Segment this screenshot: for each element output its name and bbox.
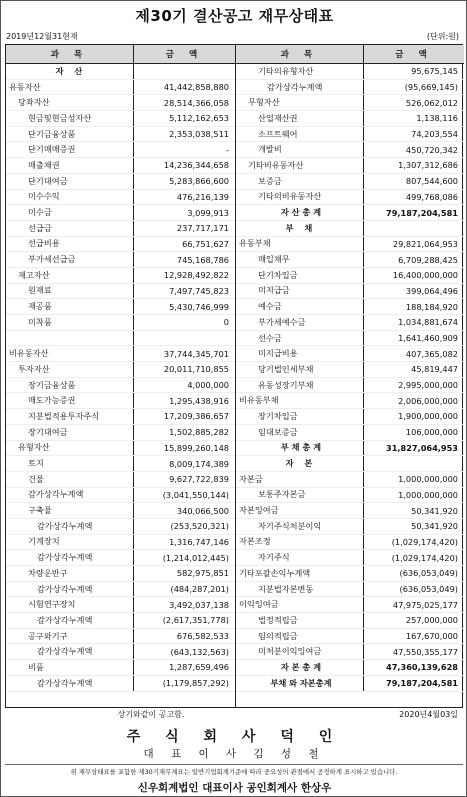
ceo-line: 대 표 이 사 김 성 철 — [143, 748, 326, 760]
row-label: 미수금 — [6, 205, 134, 220]
table-row — [6, 315, 235, 331]
row-label: 감가상각누계액 — [6, 582, 134, 597]
row-amount: 167,670,000 — [405, 631, 458, 642]
row-label: 선수금 — [236, 331, 364, 346]
row-label: 감가상각누계액 — [6, 644, 134, 659]
table-row — [6, 346, 235, 362]
row-label: 비유동부채 — [236, 393, 364, 408]
table-row — [236, 111, 464, 127]
table-row — [6, 268, 235, 284]
row-label: 단기차입금 — [236, 268, 364, 283]
row-amount: 79,187,204,581 — [386, 678, 458, 689]
table-row — [236, 503, 464, 519]
row-amount: 1,295,438,916 — [169, 395, 229, 406]
row-label: 미처분이익잉여금 — [236, 644, 364, 659]
row-amount: 16,400,000,000 — [392, 270, 458, 281]
row-amount: 66,751,627 — [182, 238, 229, 249]
row-label: 장기차입금 — [236, 409, 364, 424]
row-amount: 41,442,858,880 — [163, 82, 229, 93]
row-amount: 1,000,000,000 — [398, 489, 458, 500]
header-amount-label: 금 액 — [395, 50, 433, 60]
row-label: 유형자산 — [6, 441, 134, 456]
table-row — [6, 519, 235, 535]
row-amount: 14,236,344,658 — [163, 160, 229, 171]
row-label: 현금및현금성자산 — [6, 111, 134, 126]
divider — [5, 764, 463, 765]
table-row — [236, 472, 464, 488]
statement-date: 2019년12월31현재 — [6, 32, 78, 41]
table-row — [6, 64, 235, 80]
row-amount: 582,975,851 — [176, 568, 229, 579]
row-label: 시험연구장치 — [6, 597, 134, 612]
table-row — [6, 441, 235, 457]
header-item-label: 과 목 — [236, 45, 364, 63]
table-row — [236, 393, 464, 409]
header-amount-label: 금 액 — [165, 50, 204, 60]
table-row — [236, 613, 464, 629]
row-amount: 50,341,920 — [411, 521, 458, 532]
row-amount: 1,316,747,146 — [169, 536, 229, 547]
row-label: 단기대여금 — [6, 174, 134, 189]
row-label: 단기금융상품 — [6, 127, 134, 142]
table-row — [6, 644, 235, 660]
row-label: 미지급금 — [236, 284, 364, 299]
row-amount: 399,064,496 — [405, 285, 458, 296]
row-amount: 407,365,082 — [405, 348, 458, 359]
row-amount: 79,187,204,581 — [386, 207, 458, 218]
row-label: 유동부채 — [236, 237, 364, 252]
row-amount: 0 — [223, 317, 229, 328]
row-label: 자 산 총 계 — [236, 205, 364, 220]
table-row — [236, 142, 464, 158]
row-label: 자 산 — [6, 64, 134, 79]
row-amount: 450,720,342 — [405, 144, 458, 155]
row-amount: 9,627,722,839 — [169, 474, 229, 485]
row-label: 산업재산권 — [236, 111, 364, 126]
row-label: 소프트웨어 — [236, 127, 364, 142]
left-column — [6, 45, 235, 707]
row-amount: 1,900,000,000 — [398, 411, 458, 422]
table-row — [6, 613, 235, 629]
company-name: 주 식 회 사 덕 인 — [126, 729, 343, 745]
table-row — [6, 299, 235, 315]
row-amount: (95,669,145) — [404, 82, 458, 93]
table-row — [236, 252, 464, 268]
table-row — [6, 127, 235, 143]
row-label: 비유동자산 — [6, 346, 134, 361]
table-row — [6, 221, 235, 237]
row-label: 임의적립금 — [236, 629, 364, 644]
table-row — [236, 676, 464, 692]
row-amount: 45,819,447 — [411, 364, 458, 375]
table-row — [6, 629, 235, 645]
right-column — [236, 45, 464, 707]
row-label: 부가세예수금 — [236, 315, 364, 330]
table-row — [6, 472, 235, 488]
row-amount: 2,995,000,000 — [398, 380, 458, 391]
table-row — [236, 174, 464, 190]
row-amount: 2,006,000,000 — [398, 395, 458, 406]
table-row — [236, 362, 464, 378]
row-amount: 3,492,037,138 — [169, 599, 229, 610]
table-row — [6, 111, 235, 127]
row-label: 감가상각누계액 — [6, 488, 134, 503]
table-row — [6, 676, 235, 692]
row-amount: 106,000,000 — [405, 427, 458, 438]
table-row — [6, 284, 235, 300]
row-amount: 499,768,086 — [405, 191, 458, 202]
table-row — [236, 190, 464, 206]
row-amount: 745,168,786 — [176, 254, 229, 265]
table-row — [236, 566, 464, 582]
row-amount: (3,041,550,144) — [162, 489, 229, 500]
row-label — [6, 331, 134, 346]
row-amount: 29,821,064,953 — [392, 238, 458, 249]
row-label: 부 채 총 계 — [236, 441, 364, 456]
table-row — [6, 158, 235, 174]
table-row — [236, 346, 464, 362]
row-label: 기타의비유동자산 — [236, 190, 364, 205]
row-amount: (643,132,563) — [170, 646, 229, 657]
row-amount: 237,717,171 — [176, 223, 229, 234]
row-amount: 188,184,920 — [405, 301, 458, 312]
row-label: 장기대여금 — [6, 425, 134, 440]
row-label: 차량운반구 — [6, 566, 134, 581]
left-rows — [6, 64, 235, 692]
table-row — [6, 331, 235, 347]
row-amount: 74,203,554 — [411, 129, 458, 140]
row-amount: 526,062,012 — [405, 97, 458, 108]
row-label: 개발비 — [236, 142, 364, 157]
auditor-signature: 신우회계법인 대표이사 공인회계사 한상우 — [137, 782, 332, 794]
table-row — [236, 284, 464, 300]
row-amount: 1,034,881,674 — [398, 317, 458, 328]
row-label: 공구와기구 — [6, 629, 134, 644]
row-label: 감가상각누계액 — [6, 519, 134, 534]
row-amount: 6,709,288,425 — [398, 254, 458, 265]
row-amount: 15,899,260,148 — [163, 442, 229, 453]
row-amount: (1,029,174,420) — [391, 536, 458, 547]
row-label: 부채 와 자본총계 — [236, 676, 364, 691]
row-amount: 8,009,174,389 — [169, 458, 229, 469]
row-amount: (2,617,351,778) — [162, 615, 229, 626]
table-row — [236, 221, 464, 237]
table-row — [6, 362, 235, 378]
row-label: 당좌자산 — [6, 95, 134, 110]
row-label: 미수수익 — [6, 190, 134, 205]
row-label: 원재료 — [6, 284, 134, 299]
row-label: 비품 — [6, 660, 134, 675]
row-label: 예수금 — [236, 299, 364, 314]
table-row — [236, 519, 464, 535]
table-row — [6, 95, 235, 111]
table-row — [6, 393, 235, 409]
table-row — [6, 409, 235, 425]
row-amount: 340,066,500 — [176, 505, 229, 516]
row-amount: 1,641,460,909 — [398, 333, 458, 344]
row-label: 부 채 — [236, 221, 364, 236]
table-row — [6, 456, 235, 472]
row-amount: 257,000,000 — [405, 615, 458, 626]
table-row — [6, 174, 235, 190]
table-row — [6, 205, 235, 221]
row-label: 보증금 — [236, 174, 364, 189]
row-label: 감가상각누계액 — [6, 550, 134, 565]
table-row — [6, 535, 235, 551]
row-amount: 5,112,162,653 — [169, 113, 229, 124]
row-label: 법정적립금 — [236, 613, 364, 628]
row-label: 재공품 — [6, 299, 134, 314]
row-amount: (1,214,012,445) — [162, 552, 229, 563]
row-label: 부가세선급금 — [6, 252, 134, 267]
row-label: 감가상각누계액 — [6, 676, 134, 691]
table-row — [236, 80, 464, 96]
table-header-left — [6, 45, 235, 64]
row-label: 미지급비용 — [236, 346, 364, 361]
row-label: 기계장치 — [6, 535, 134, 550]
row-amount: (636,053,049) — [399, 568, 458, 579]
table-row — [236, 315, 464, 331]
right-rows — [236, 64, 464, 692]
table-row — [236, 237, 464, 253]
row-amount: 17,209,386,657 — [163, 411, 229, 422]
row-amount: 47,550,355,177 — [392, 646, 458, 657]
row-amount: 2,353,038,511 — [169, 129, 229, 140]
row-amount: 676,582,533 — [176, 631, 229, 642]
table-row — [236, 268, 464, 284]
table-row — [236, 127, 464, 143]
table-row — [236, 535, 464, 551]
row-label: 감가상각누계액 — [236, 80, 364, 95]
row-label: 지분법적용투자주식 — [6, 409, 134, 424]
row-label: 감가상각누계액 — [6, 613, 134, 628]
row-amount: - — [226, 144, 229, 155]
row-amount: 5,430,746,999 — [169, 301, 229, 312]
row-label: 지분법자본변동 — [236, 582, 364, 597]
row-amount: 1,502,885,282 — [169, 427, 229, 438]
row-label: 구축물 — [6, 503, 134, 518]
table-row — [6, 237, 235, 253]
row-amount: 5,283,866,600 — [169, 176, 229, 187]
row-label: 자 본 — [236, 456, 364, 471]
table-row — [236, 95, 464, 111]
row-label: 투자자산 — [6, 362, 134, 377]
row-label: 기타의유형자산 — [236, 64, 364, 79]
row-label: 장기금융상품 — [6, 378, 134, 393]
row-amount: 3,099,913 — [187, 207, 229, 218]
row-amount: 1,287,659,496 — [169, 662, 229, 673]
row-label: 매입채무 — [236, 252, 364, 267]
table-row — [236, 299, 464, 315]
table-row — [236, 597, 464, 613]
table-row — [6, 566, 235, 582]
table-row — [6, 252, 235, 268]
row-amount: (253,520,321) — [170, 521, 229, 532]
row-amount: (484,287,201) — [170, 584, 229, 595]
table-row — [236, 425, 464, 441]
table-row — [236, 644, 464, 660]
row-label: 단기매매증권 — [6, 142, 134, 157]
row-amount: 4,000,000 — [187, 380, 229, 391]
row-label: 자기주식처분이익 — [236, 519, 364, 534]
row-amount: (1,029,174,420) — [391, 552, 458, 563]
publish-date: 2020년4월03일 — [399, 710, 458, 719]
row-label: 기타포괄손익누계액 — [236, 566, 364, 581]
row-label: 자본잉여금 — [236, 503, 364, 518]
table-row — [6, 503, 235, 519]
row-label: 선급비용 — [6, 237, 134, 252]
table-header-right — [236, 45, 464, 64]
footnote: 위 재무상태표를 포함한 제30기재무제표는 일반기업회계기준에 따라 중요성의 관점에서 공정하게 표시하고 있습니다. — [70, 768, 398, 776]
row-amount: 28,514,366,058 — [163, 97, 229, 108]
row-amount: 476,216,139 — [176, 191, 229, 202]
row-label: 이익잉여금 — [236, 597, 364, 612]
row-label: 자본조정 — [236, 535, 364, 550]
row-amount: 47,360,139,628 — [386, 662, 458, 673]
row-label: 토지 — [6, 456, 134, 471]
row-label: 무형자산 — [236, 95, 364, 110]
row-label: 임대보증금 — [236, 425, 364, 440]
table-row — [236, 456, 464, 472]
table-row — [236, 205, 464, 221]
table-row — [236, 64, 464, 80]
balance-sheet-table — [5, 44, 463, 708]
row-label: 유동성장기부채 — [236, 378, 364, 393]
table-row — [236, 550, 464, 566]
row-label: 유동자산 — [6, 80, 134, 95]
table-row — [6, 142, 235, 158]
row-amount: 50,341,920 — [411, 505, 458, 516]
row-amount: 47,975,025,177 — [392, 599, 458, 610]
row-amount: 1,000,000,000 — [398, 474, 458, 485]
row-label: 보통주자본금 — [236, 488, 364, 503]
table-row — [6, 378, 235, 394]
table-row — [6, 488, 235, 504]
row-label: 건물 — [6, 472, 134, 487]
row-label: 미착품 — [6, 315, 134, 330]
table-row — [6, 582, 235, 598]
table-row — [236, 582, 464, 598]
row-amount: 95,675,145 — [411, 66, 458, 77]
row-label: 자기주식 — [236, 550, 364, 565]
row-amount: 807,544,600 — [405, 176, 458, 187]
table-row — [236, 409, 464, 425]
row-label: 당기법인세부채 — [236, 362, 364, 377]
table-row — [6, 597, 235, 613]
row-label: 자본금 — [236, 472, 364, 487]
row-label: 매도가능증권 — [6, 393, 134, 408]
row-label: 기타비유동자산 — [236, 158, 364, 173]
row-amount: 31,827,064,953 — [386, 442, 458, 453]
row-amount: 7,497,745,823 — [169, 285, 229, 296]
row-amount: 20,011,710,855 — [163, 364, 229, 375]
table-row — [236, 378, 464, 394]
table-row — [236, 660, 464, 676]
table-row — [6, 550, 235, 566]
row-amount: 12,928,492,822 — [163, 270, 229, 281]
table-row — [6, 660, 235, 676]
row-label: 매출채권 — [6, 158, 134, 173]
row-amount: 1,307,312,686 — [398, 160, 458, 171]
table-row — [236, 488, 464, 504]
row-amount: 1,138,116 — [416, 113, 458, 124]
row-label: 선급금 — [6, 221, 134, 236]
table-row — [236, 158, 464, 174]
unit-label: (단위:원) — [426, 32, 459, 41]
row-amount: 37,744,345,701 — [163, 348, 229, 359]
row-amount: (1,179,857,292) — [162, 678, 229, 689]
table-row — [6, 425, 235, 441]
header-item-label: 과 목 — [6, 45, 134, 63]
notice-text: 상기와같이 공고함. — [117, 710, 185, 719]
row-label: 자 본 총 계 — [236, 660, 364, 675]
row-label: 재고자산 — [6, 268, 134, 283]
table-row — [236, 441, 464, 457]
table-row — [6, 190, 235, 206]
table-row — [6, 80, 235, 96]
page-title: 제30기 결산공고 재무상태표 — [135, 7, 334, 25]
table-row — [236, 629, 464, 645]
table-row — [236, 331, 464, 347]
row-amount: (636,053,049) — [399, 584, 458, 595]
